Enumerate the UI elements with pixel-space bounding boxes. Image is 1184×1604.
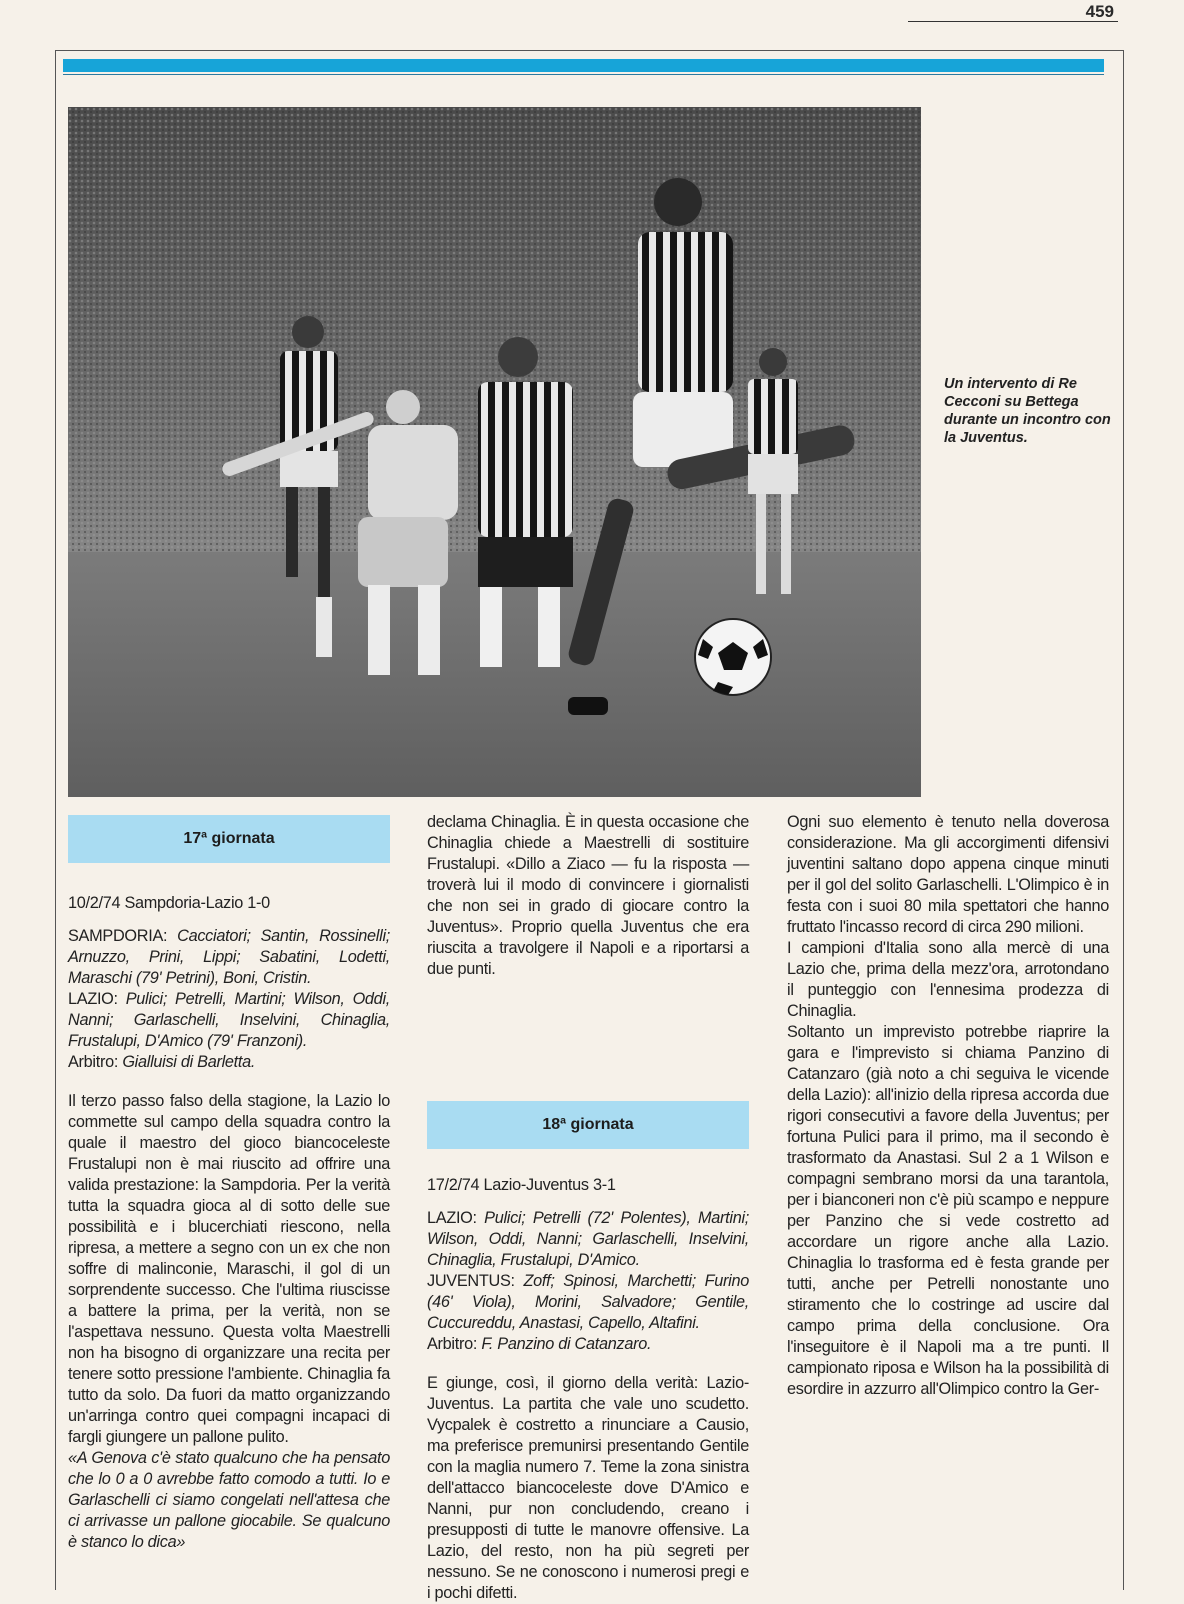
column-2-section-18 [427,1175,749,1604]
lineup-sampdoria [68,926,390,989]
team-name-lazio-17: LAZIO: [68,990,118,1008]
heading-18-giornata: 18ª giornata [427,1101,749,1149]
players-juventus: Zoff; Spinosi, Marchetti; Furino (46' Viola), Morini, Salvadore; Gentile, Cuccureddu, Anastasi, Capello, Altafini. [427,1272,749,1332]
players-lazio-18: Pulici; Petrelli (72' Polentes), Martini; Wilson, Oddi, Nanni; Garlaschelli, Inselvini, Chinaglia, Frustalupi, D'Amico. [427,1209,749,1269]
article-18-text: E giunge, così, il giorno della verità: Lazio-Juventus. La partita che vale uno scudetto. Vycpalek è costretto a rinunciare a Causio, ma preferisce premunirsi presentando Gentile con la maglia numero 7. Teme la zona sinistra dell'attacco biancoceleste dove D'Amico e Nanni, pur non concludendo, creano i presupposti di tutte le manovre offensive. La Lazio, del resto, non ha più segreti per nessuno. Se ne conoscono i numerosi pregi e i pochi difetti. [427,1374,749,1602]
header-rule [908,21,1118,22]
article-18-paragraph-2: Ogni suo elemento è tenuto nella doverosa considerazione. Ma gli accorgimenti difensivi juventini saltano dopo appena cinque minuti per il gol del solito Garlaschelli. L'Olimpico è in festa con i suoi 80 mila spettatori che hanno fruttato l'incasso record di circa 290 milioni. [787,813,1109,936]
referee-17 [68,1052,390,1073]
referee-label-17: Arbitro: [68,1053,119,1071]
match-result-18: 17/2/74 Lazio-Juventus 3-1 [427,1176,616,1194]
lineup-lazio-17 [68,989,390,1052]
lineup-lazio-18 [427,1208,749,1271]
page-number: 459 [1085,2,1114,21]
article-18-paragraph-4: Soltanto un imprevisto potrebbe riaprire la gara e l'imprevisto si chiama Panzino di Catanzaro (già noto a chi seguiva le vicende della Lazio): all'inizio della ripresa accorda due rigori consecutivi a favore della Juventus; per fortuna Pulici para il primo, ma il secondo è trasformato da Anastasi. Sul 2 a 1 Wilson e compagni sembrano morsi da una tarantola, per i bianconeri non c'è più scampo e neppure per Panzino che si vede costretto ad accordare un rigore anche alla Lazio. Chinaglia lo trasforma ed è festa grande per tutti, anche per Petrelli nonostante uno stiramento che lo costringe ad uscire dal campo prima della conclusione. Ora l'inseguitore è il Napoli ma a tre punti. Il campionato riposa e Wilson ha la possibilità di esordire in azzurro all'Olimpico contro la Ger- [787,1023,1109,1398]
accent-bar [63,59,1104,72]
referee-label-18: Arbitro: [427,1335,478,1353]
article-17-text: Il terzo passo falso della stagione, la Lazio lo commette sul campo della squadra contro la quale il maestro del gioco biancoceleste Frustalupi non è mai riuscito ad offrire una valida prestazione: la Sampdoria. Per la verità tutta la squadra gioca al di sotto delle sue possibilità e i blucerchiati riescono, nella ripresa, a mettere a segno con un ex che non soffre di malinconie, Maraschi, il gol di un sorprendente successo. Che l'ultima riuscisse a battere la prima, per la verità, non se l'aspettava nessuno. Questa volta Maestrelli non ha bisogno di organizzare una recita per tenere sotto pressione l'ambiente. Chinaglia fa tutto da solo. Da fuori da matto organizzando un'arringa contro quei compagni incapaci di fargli giungere un pallone pulito. [68,1092,390,1446]
referee-name-17: Gialluisi di Barletta. [122,1053,256,1071]
accent-bar-line [63,74,1104,75]
article-18-paragraph-3: I campioni d'Italia sono alla mercè di una Lazio che, prima della mezz'ora, arrotondano il punteggio con l'ennesima prodezza di Chinaglia. [787,939,1109,1020]
heading-17-giornata: 17ª giornata [68,815,390,863]
article-17-continued: declama Chinaglia. È in questa occasione che Chinaglia chiede a Maestrelli di sostituire Frustalupi. «Dillo a Ziaco — fu la risposta — troverà lui il modo di convincere i giornalisti che non sei in grado di giocare contro la Juventus». Proprio quella Juventus che era riuscita a travolgere il Napoli e a riportarsi a due punti. [427,813,749,978]
football-photo-illustration [68,107,921,797]
match-photo [68,107,921,797]
team-name-sampdoria: SAMPDORIA: [68,927,168,945]
column-1 [68,893,390,1553]
photo-caption: Un intervento di Re Cecconi su Bettega durante un incontro con la Juventus. [944,376,1111,446]
football-ball [695,619,771,695]
players-lazio-17: Pulici; Petrelli, Martini; Wilson, Oddi, Nanni; Garlaschelli, Inselvini, Chinaglia, Frustalupi, D'Amico (79' Franzoni). [68,990,390,1050]
referee-name-18: F. Panzino di Catanzaro. [481,1335,652,1353]
team-name-juventus: JUVENTUS: [427,1272,515,1290]
column-2 [427,812,749,980]
chinaglia-quote: «A Genova c'è stato qualcuno che ha pensato che lo 0 a 0 avrebbe fatto comodo a tutti. Io e Garlaschelli ci siamo congelati nell'attesa che ci arrivasse un pallone giocabile. Se qualcuno è stanco lo dica» [68,1449,390,1551]
column-3 [787,812,1109,1400]
match-result-17: 10/2/74 Sampdoria-Lazio 1-0 [68,894,270,912]
referee-18 [427,1334,749,1355]
players-sampdoria: Cacciatori; Santin, Rossinelli; Arnuzzo, Prini, Lippi; Sabatini, Lodetti, Maraschi (79' Petrini), Boni, Cristin. [68,927,390,987]
article-17-quote [68,1448,390,1553]
team-name-lazio-18: LAZIO: [427,1209,477,1227]
lineup-juventus [427,1271,749,1334]
